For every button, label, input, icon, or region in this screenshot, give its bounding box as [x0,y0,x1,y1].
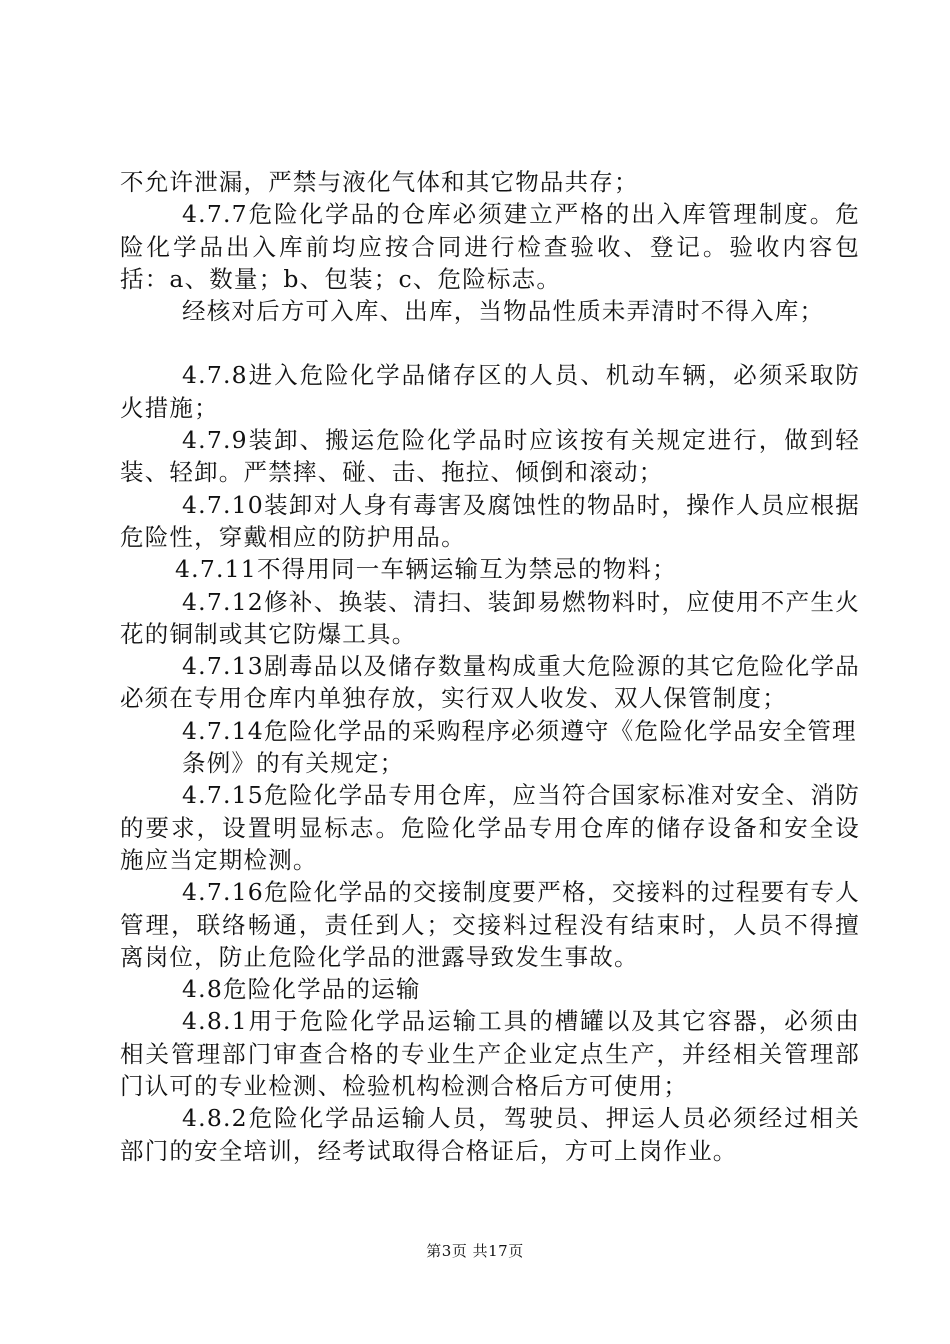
paragraph-4-8-2: 4.8.2危险化学品运输人员，驾驶员、押运人员必须经过相关部门的安全培训，经考试取得合格证后，方可上岗作业。 [120,1104,860,1165]
document-body [120,166,860,1167]
paragraph-4-7-11: 4.7.11不得用同一车辆运输互为禁忌的物料； [175,555,677,584]
paragraph-4-7-7: 4.7.7危险化学品的仓库必须建立严格的出入库管理制度。危险化学品出入库前均应按合同进行检查验收、登记。验收内容包括：a、数量；b、包装；c、危险标志。 [120,200,860,293]
paragraph-4-7-9: 4.7.9装卸、搬运危险化学品时应该按有关规定进行，做到轻装、轻卸。严禁摔、碰、击、拖拉、倾倒和滚动； [120,426,860,487]
paragraph-4-7-16: 4.7.16危险化学品的交接制度要严格，交接料的过程要有专人管理，联络畅通，责任到人；交接料过程没有结束时，人员不得擅离岗位，防止危险化学品的泄露导致发生事故。 [120,878,860,971]
section-heading-4-8: 4.8危险化学品的运输 [182,975,421,1004]
paragraph-4-7-14-continuation: 条例》的有关规定； [182,749,405,778]
paragraph-4-7-13: 4.7.13剧毒品以及储存数量构成重大危险源的其它危险化学品必须在专用仓库内单独存放，实行双人收发、双人保管制度； [120,652,860,713]
blank-line [120,327,860,359]
paragraph-verification: 经核对后方可入库、出库，当物品性质未弄清时不得入库； [182,297,825,326]
paragraph-continuation: 不允许泄漏，严禁与液化气体和其它物品共存； [120,168,639,196]
paragraph-4-7-10: 4.7.10装卸对人身有毒害及腐蚀性的物品时，操作人员应根据危险性，穿戴相应的防护用品。 [120,490,860,551]
paragraph-4-7-12: 4.7.12修补、换装、清扫、装卸易燃物料时，应使用不产生火花的铜制或其它防爆工具。 [120,587,860,648]
page-footer: 第3页 共17页 [426,1242,524,1260]
paragraph-4-8-1: 4.8.1用于危险化学品运输工具的槽罐以及其它容器，必须由相关管理部门审查合格的专业生产企业定点生产，并经相关管理部门认可的专业检测、检验机构检测合格后方可使用； [120,1007,860,1101]
paragraph-4-7-8: 4.7.8进入危险化学品储存区的人员、机动车辆，必须采取防火措施； [120,361,860,422]
paragraph-4-7-14: 4.7.14危险化学品的采购程序必须遵守《危险化学品安全管理 [182,716,857,745]
paragraph-4-7-15: 4.7.15危险化学品专用仓库，应当符合国家标准对安全、消防的要求，设置明显标志。危险化学品专用仓库的储存设备和安全设施应当定期检测。 [120,781,860,874]
